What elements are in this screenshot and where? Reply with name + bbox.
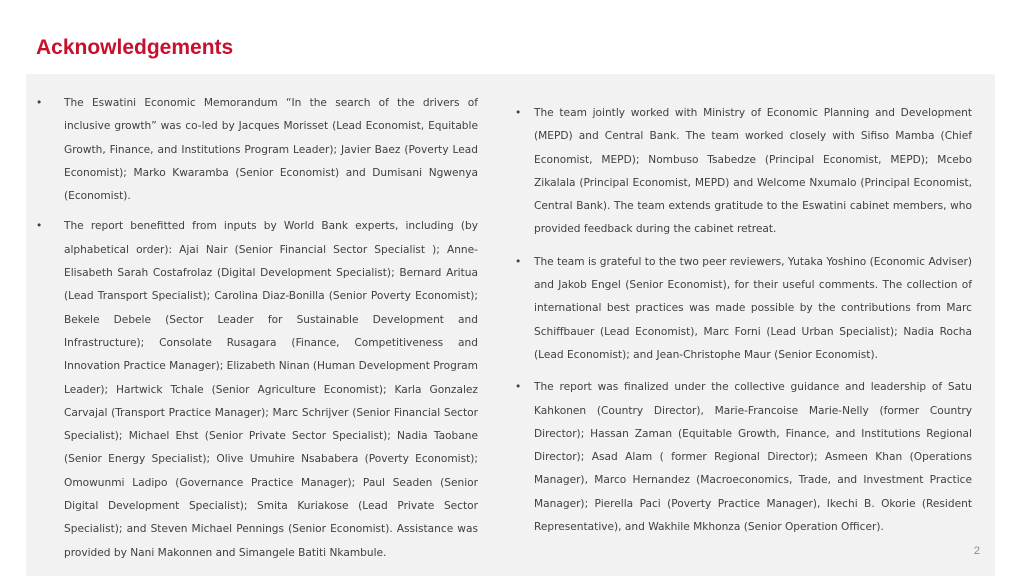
- list-item: • The team jointly worked with Ministry of Economic Planning and Development (MEPD) and Central Bank. The team worked closely with Sifiso Mamba (Chief Economist, MEPD); Nombuso Tsabedze (Principal Economist, MEPD); Mcebo Zikalala (Principal Economist, MEPD) and Welcome Nxumalo (Principal Economist, Central Bank). The team extends gratitude to the Eswatini cabinet members, who provided feedback during the cabinet retreat.: [534, 102, 972, 242]
- content-panel: [26, 74, 995, 576]
- page-number: 2: [973, 545, 980, 557]
- page-title: Acknowledgements: [36, 36, 234, 59]
- list-item: • The Eswatini Economic Memorandum “In the search of the drivers of inclusive growth” was co-led by Jacques Morisset (Lead Economist, Equitable Growth, Finance, and Institutions Program Leader); Javier Baez (Poverty Lead Economist); Marko Kwaramba (Senior Economist) and Dumisani Ngwenya (Economist).: [64, 92, 478, 208]
- right-column-list: [534, 102, 972, 548]
- list-item: • The report was finalized under the collective guidance and leadership of Satu Kahkonen (Country Director), Marie-Francoise Marie-Nelly (former Country Director); Hassan Zaman (Equitable Growth, Finance, and Institutions Regional Director); Asad Alam ( former Regional Director); Asmeen Khan (Operations Manager), Marco Hernandez (Macroeconomics, Trade, and Investment Practice Manager); Pierella Paci (Poverty Practice Manager), Ikechi B. Okorie (Resident Representative), and Wakhile Mkhonza (Senior Operation Officer).: [534, 376, 972, 539]
- list-item: • The report benefitted from inputs by World Bank experts, including (by alphabetical order): Ajai Nair (Senior Financial Sector Specialist ); Anne-Elisabeth Sarah Costafrolaz (Digital Development Specialist); Bernard Aritua (Lead Transport Specialist); Carolina Diaz-Bonilla (Senior Poverty Economist); Bekele Debele (Sector Leader for Sustainable Development and Infrastructure); Consolate Rusagara (Finance, Competitiveness and Innovation Practice Manager); Elizabeth Ninan (Human Development Program Leader); Hartwick Tchale (Senior Agriculture Economist); Karla Gonzalez Carvajal (Transport Practice Manager); Marc Schrijver (Senior Financial Sector Specialist); Michael Ehst (Senior Private Sector Specialist); Nadia Taobane (Senior Energy Specialist); Olive Umuhire Nsababera (Poverty Economist); Omowunmi Ladipo (Governance Practice Manager); Paul Seaden (Senior Digital Development Specialist); Smita Kuriakose (Lead Private Sector Specialist); and Steven Michael Pennings (Senior Economist). Assistance was provided by Nani Makonnen and Simangele Batiti Nkambule.: [64, 215, 478, 564]
- list-item: • The team is grateful to the two peer reviewers, Yutaka Yoshino (Economic Adviser) and Jakob Engel (Senior Economist), for their useful comments. The collection of international best practices was made possible by the contributions from Marc Schiffbauer (Lead Economist), Marc Forni (Lead Urban Specialist); Nadia Rocha (Lead Economist); and Jean-Christophe Maur (Senior Economist).: [534, 251, 972, 367]
- left-column-list: [64, 92, 478, 572]
